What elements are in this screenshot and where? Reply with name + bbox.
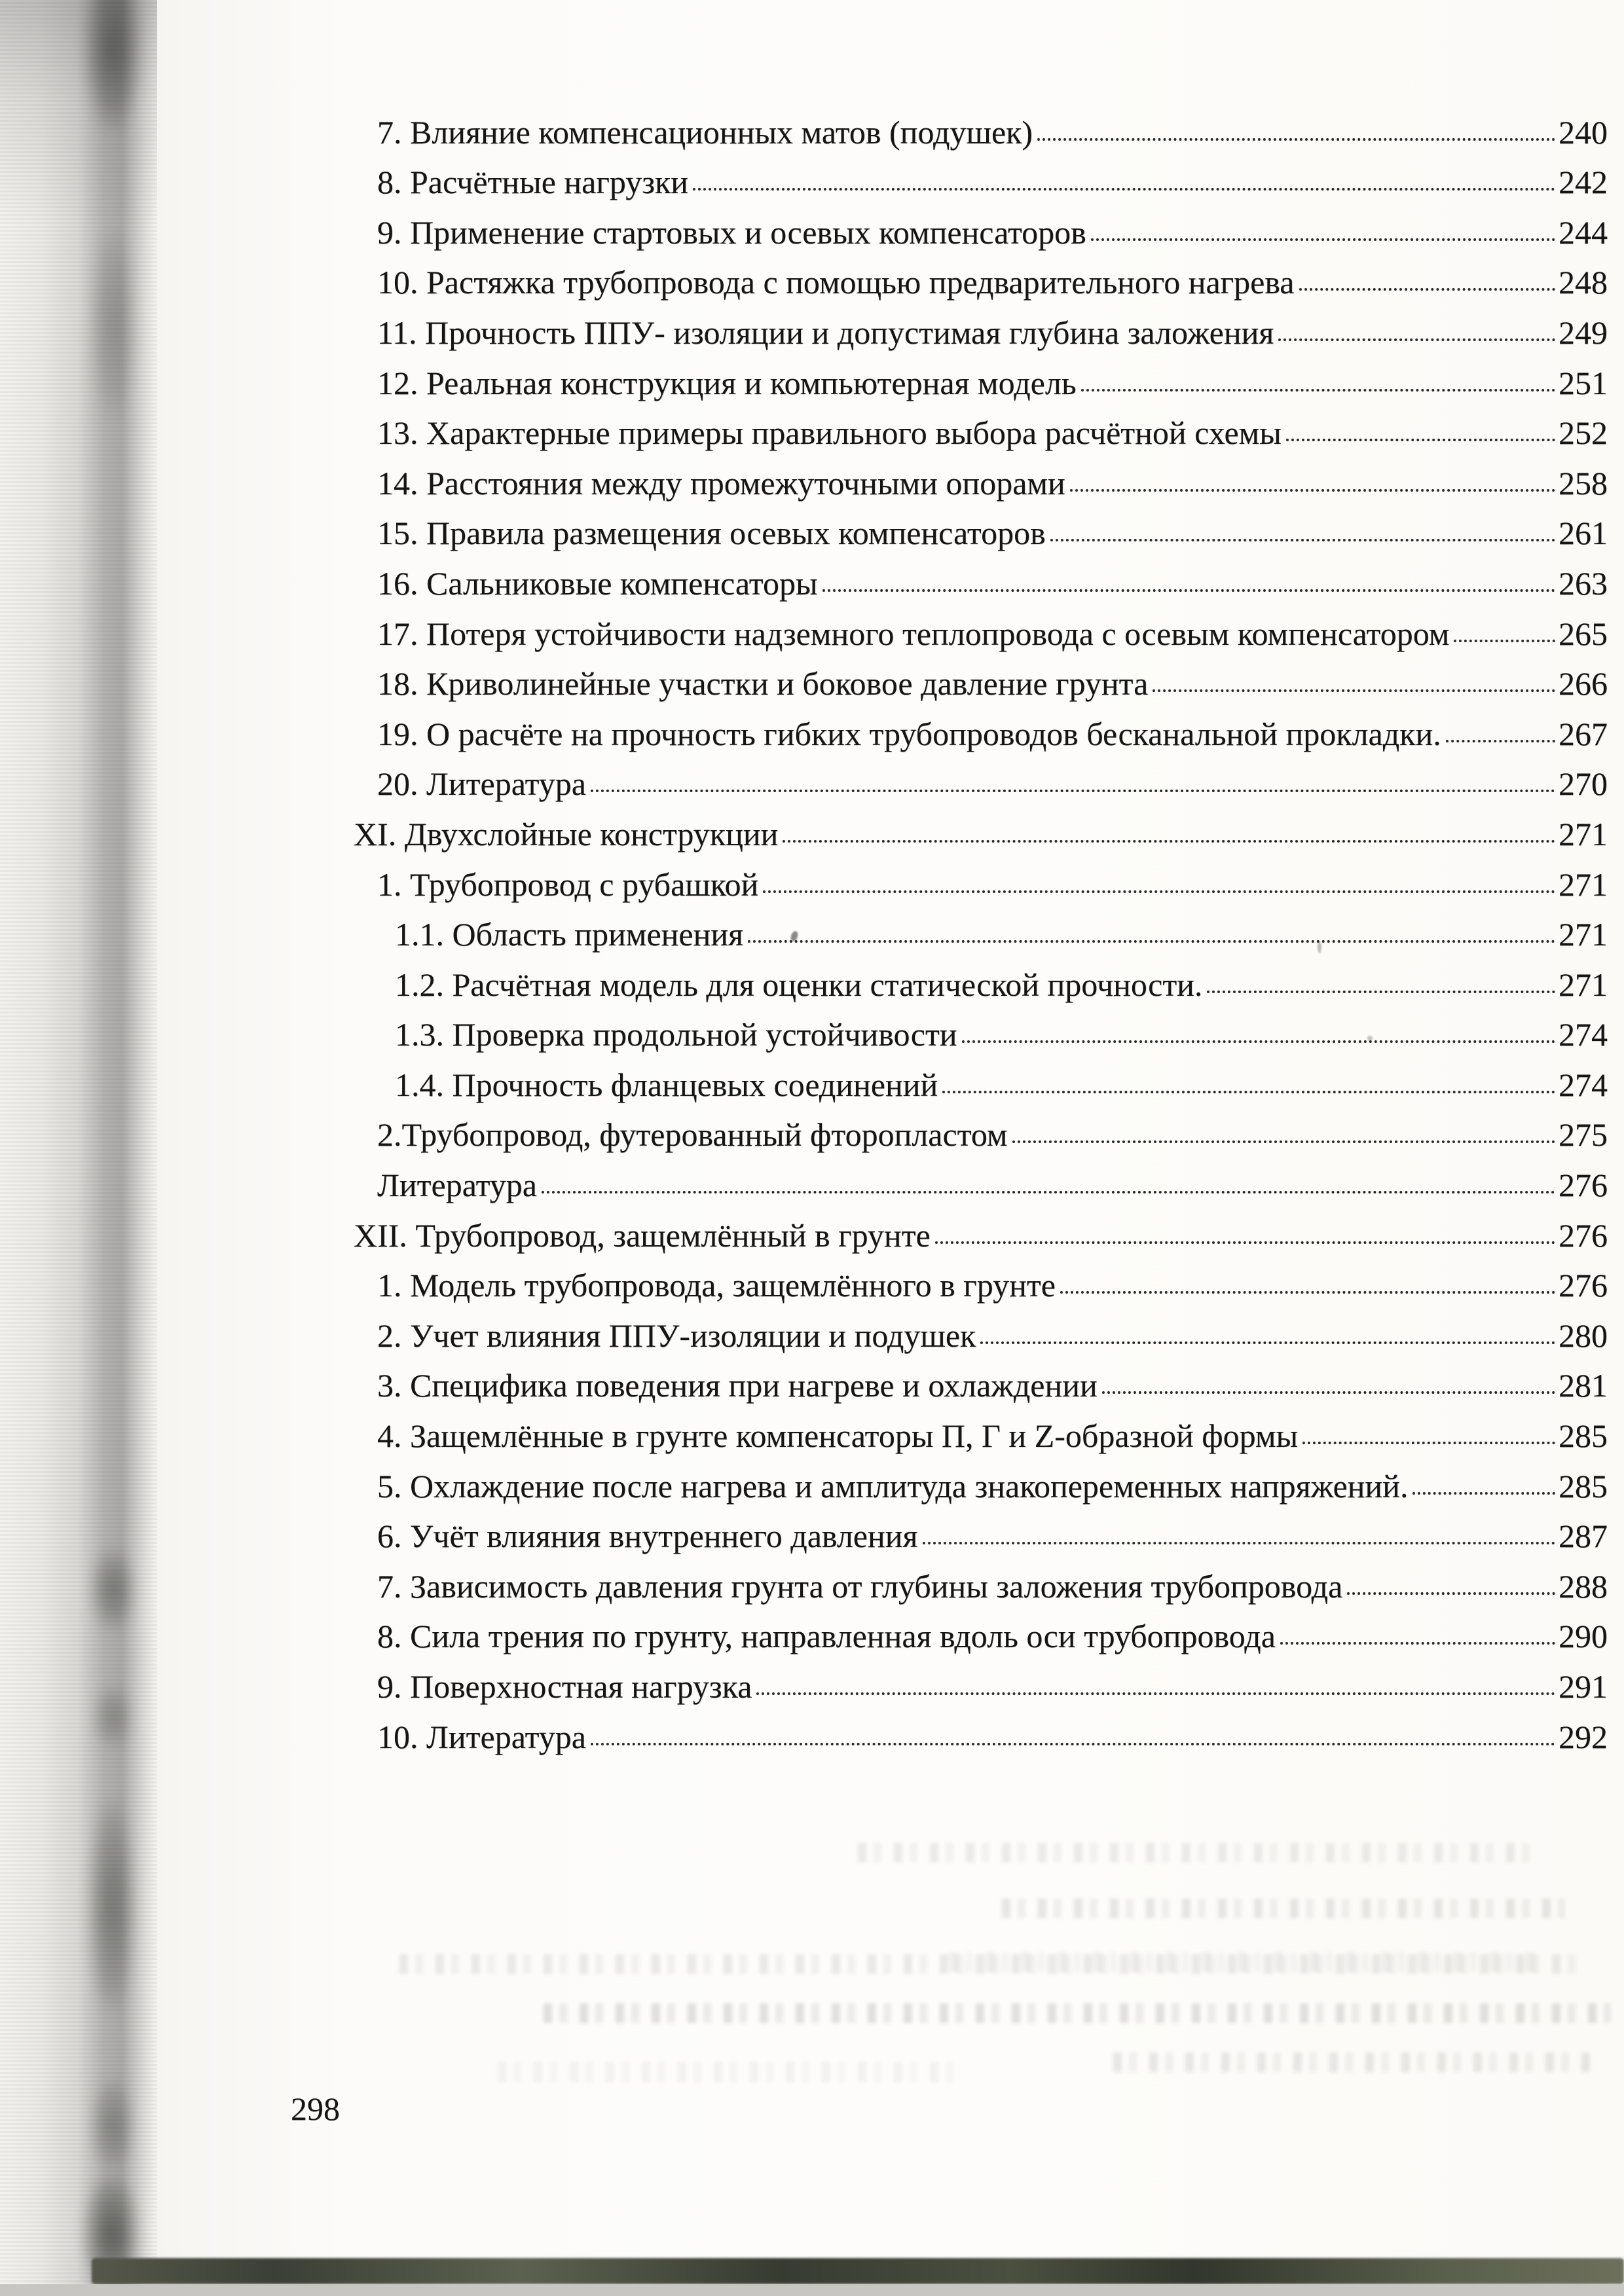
toc-entry-text: 14. Расстояния между промежуточными опорами xyxy=(377,464,1065,501)
toc-entry-page: 271 xyxy=(1559,916,1608,953)
toc-entry-page: 251 xyxy=(1559,364,1608,401)
toc-entry-page: 249 xyxy=(1559,314,1608,351)
toc-entry xyxy=(377,399,1608,450)
toc-entry-text: 1.2. Расчётная модель для оценки статической прочности. xyxy=(395,966,1203,1003)
toc-entry-text: 13. Характерные примеры правильного выбора расчётной схемы xyxy=(377,414,1282,452)
toc-entry-text: 15. Правила размещения осевых компенсаторов xyxy=(377,515,1046,552)
toc-entry-page: 271 xyxy=(1559,815,1608,852)
toc-leader-dots xyxy=(1302,1442,1555,1444)
toc-entry xyxy=(377,198,1608,249)
toc-entry-page: 270 xyxy=(1559,765,1608,803)
ink-speck xyxy=(1367,1036,1373,1041)
toc-entry-page: 276 xyxy=(1559,1267,1608,1304)
toc-entry xyxy=(354,800,1608,850)
toc-entry xyxy=(377,149,1608,199)
toc-entry-text: Литература xyxy=(377,1167,537,1204)
toc-entry-text: 3. Специфика поведения при нагреве и охлаждении xyxy=(377,1367,1098,1404)
toc-entry xyxy=(377,249,1608,299)
toc-entry-page: 271 xyxy=(1559,866,1608,903)
toc-entry xyxy=(377,1151,1608,1204)
toc-leader-dots xyxy=(763,890,1555,893)
toc-entry xyxy=(377,1503,1608,1553)
toc-entry xyxy=(377,1652,1608,1703)
toc-entry xyxy=(395,1051,1608,1101)
binding-shadow-blob xyxy=(93,1686,132,1748)
toc-entry xyxy=(395,1001,1608,1051)
toc-entry-page: 252 xyxy=(1559,414,1608,452)
toc-entry xyxy=(377,750,1608,801)
bleed-through-row xyxy=(544,2003,1611,2023)
toc-entry-text: 1.4. Прочность фланцевых соединений xyxy=(395,1066,938,1103)
toc-leader-dots xyxy=(1060,1291,1555,1294)
toc-leader-dots xyxy=(1037,138,1555,141)
toc-entry-page: 265 xyxy=(1559,615,1608,652)
binding-shadow-blob xyxy=(88,1797,135,2013)
toc-entry xyxy=(377,1302,1608,1352)
toc-leader-dots xyxy=(1153,689,1555,692)
toc-entry-page: 292 xyxy=(1559,1718,1608,1755)
toc-leader-dots xyxy=(962,1040,1555,1043)
toc-entry-text: 20. Литература xyxy=(377,765,586,803)
toc-entry-page: 263 xyxy=(1559,564,1608,602)
toc-leader-dots xyxy=(1446,740,1555,742)
bleed-through-row xyxy=(950,1952,1539,1972)
toc-leader-dots xyxy=(1102,1391,1555,1394)
toc-entry-text: 1. Трубопровод с рубашкой xyxy=(377,866,759,903)
toc-leader-dots xyxy=(822,589,1555,592)
bleed-through-row xyxy=(498,2062,956,2082)
toc-entry-text: XI. Двухслойные конструкции xyxy=(354,815,779,852)
toc-leader-dots xyxy=(542,1191,1555,1194)
toc-leader-dots xyxy=(1412,1492,1555,1495)
toc-entry-page: 267 xyxy=(1559,715,1608,752)
toc-entry-text: 2.Трубопровод, футерованный фторопластом xyxy=(377,1116,1008,1154)
toc-leader-dots xyxy=(1091,238,1555,241)
toc-leader-dots xyxy=(1050,539,1555,541)
toc-entry-page: 274 xyxy=(1559,1016,1608,1053)
toc-entry-text: 10. Литература xyxy=(377,1718,586,1755)
toc-entry xyxy=(377,500,1608,550)
toc-entry xyxy=(377,600,1608,650)
toc-leader-dots xyxy=(693,188,1555,191)
toc-leader-dots xyxy=(1081,389,1555,392)
toc-entry-text: 18. Криволинейные участки и боковое давление грунта xyxy=(377,665,1149,702)
binding-shadow-blob xyxy=(90,2079,134,2174)
toc-entry-text: 5. Охлаждение после нагрева и амплитуда знакопеременных напряжений. xyxy=(377,1467,1409,1504)
ink-speck xyxy=(1318,941,1321,953)
toc-entry-text: 7. Влияние компенсационных матов (подушек) xyxy=(377,113,1033,151)
toc-entry-page: 248 xyxy=(1559,264,1608,301)
toc-entry-text: 11. Прочность ППУ- изоляции и допустимая глубина заложения xyxy=(377,314,1274,351)
toc-entry xyxy=(377,1603,1608,1653)
toc-leader-dots xyxy=(783,840,1555,843)
toc-entry-page: 266 xyxy=(1559,665,1608,702)
toc-entry xyxy=(377,1352,1608,1402)
page-bottom-edge-shadow xyxy=(92,2258,1624,2284)
toc-entry-text: 4. Защемлённые в грунте компенсаторы П, Г и Z-образной формы xyxy=(377,1417,1299,1455)
toc-entry-page: 242 xyxy=(1559,164,1608,201)
toc-entry-text: 9. Поверхностная нагрузка xyxy=(377,1668,752,1705)
toc-entry xyxy=(377,700,1608,750)
toc-entry-page: 276 xyxy=(1559,1216,1608,1254)
toc-leader-dots xyxy=(1070,489,1555,492)
bleed-through-row xyxy=(1113,2052,1591,2072)
toc-entry-page: 261 xyxy=(1559,515,1608,552)
binding-shadow-blob xyxy=(90,1548,135,1630)
toc-entry-text: 8. Расчётные нагрузки xyxy=(377,164,689,201)
toc-entry xyxy=(377,299,1608,349)
toc-entry xyxy=(377,1252,1608,1302)
toc-leader-dots xyxy=(935,1241,1555,1244)
toc-entry-text: 16. Сальниковые компенсаторы xyxy=(377,564,818,602)
toc-entry-page: 258 xyxy=(1559,464,1608,501)
toc-entry-text: 1. Модель трубопровода, защемлённого в грунте xyxy=(377,1267,1056,1304)
toc-entry-page: 275 xyxy=(1559,1116,1608,1154)
toc-entry-text: 1.3. Проверка продольной устойчивости xyxy=(395,1016,957,1053)
toc-entry-page: 287 xyxy=(1559,1518,1608,1555)
toc-entry xyxy=(377,349,1608,399)
toc-leader-dots xyxy=(1278,338,1555,341)
toc-entry xyxy=(377,650,1608,701)
toc-entry xyxy=(395,951,1608,1001)
toc-entry-page: 240 xyxy=(1559,113,1608,151)
toc-entry-text: 7. Зависимость давления грунта от глубины заложения трубопровода xyxy=(377,1567,1343,1605)
toc-leader-dots xyxy=(591,790,1555,792)
binding-shadow-blob xyxy=(89,229,136,419)
toc-leader-dots xyxy=(1207,991,1555,993)
toc-leader-dots xyxy=(756,1692,1555,1695)
toc-entry-text: 12. Реальная конструкция и компьютерная модель xyxy=(377,364,1077,401)
toc-entry-page: 281 xyxy=(1559,1367,1608,1404)
toc-leader-dots xyxy=(923,1542,1556,1544)
toc-entry-text: 1.1. Область применения xyxy=(395,916,744,953)
toc-entry xyxy=(354,1201,1608,1252)
toc-leader-dots xyxy=(1286,439,1555,441)
toc-entry-text: 10. Растяжка трубопровода с помощью предварительного нагрева xyxy=(377,264,1295,301)
toc-entry xyxy=(377,549,1608,600)
toc-entry-text: XII. Трубопровод, защемлённый в грунте xyxy=(354,1216,931,1254)
scan-bottom-strip xyxy=(0,2284,1624,2296)
bleed-through-row xyxy=(858,1843,1539,1863)
toc-entry-text: 8. Сила трения по грунту, направленная вдоль оси трубопровода xyxy=(377,1618,1276,1655)
toc-entry-text: 9. Применение стартовых и осевых компенсаторов xyxy=(377,213,1086,251)
toc-entry-page: 291 xyxy=(1559,1668,1608,1705)
toc-leader-dots xyxy=(1299,288,1556,291)
toc-leader-dots xyxy=(942,1091,1555,1093)
toc-list xyxy=(354,98,1608,1753)
toc-leader-dots xyxy=(1012,1140,1555,1143)
toc-entry xyxy=(377,1552,1608,1603)
toc-entry-page: 274 xyxy=(1559,1066,1608,1103)
toc-entry-text: 2. Учет влияния ППУ-изоляции и подушек xyxy=(377,1317,976,1354)
toc-entry-page: 271 xyxy=(1559,966,1608,1003)
toc-leader-dots xyxy=(1280,1642,1555,1645)
page-number-label: 298 xyxy=(291,2090,340,2127)
toc-entry-page: 280 xyxy=(1559,1317,1608,1354)
toc-entry-text: 6. Учёт влияния внутреннего давления xyxy=(377,1518,918,1555)
toc-leader-dots xyxy=(748,940,1555,943)
toc-entry-page: 276 xyxy=(1559,1167,1608,1204)
toc-entry-page: 285 xyxy=(1559,1417,1608,1455)
toc-entry-page: 244 xyxy=(1559,213,1608,251)
toc-entry xyxy=(377,1703,1608,1753)
toc-entry xyxy=(377,449,1608,500)
toc-entry-page: 288 xyxy=(1559,1567,1608,1605)
toc-leader-dots xyxy=(1454,640,1555,642)
bleed-through-row xyxy=(1002,1899,1565,1918)
toc-entry xyxy=(377,850,1608,901)
toc-entry-page: 285 xyxy=(1559,1467,1608,1504)
toc-entry xyxy=(377,98,1608,149)
toc-entry-text: 17. Потеря устойчивости надземного теплопровода с осевым компенсатором xyxy=(377,615,1450,652)
toc-entry xyxy=(377,1452,1608,1503)
toc-entry-text: 19. О расчёте на прочность гибких трубопроводов бесканальной прокладки. xyxy=(377,715,1441,752)
toc-entry xyxy=(377,1101,1608,1152)
toc-leader-dots xyxy=(980,1341,1555,1344)
toc-entry xyxy=(395,901,1608,951)
toc-entry-page: 290 xyxy=(1559,1618,1608,1655)
toc-leader-dots xyxy=(1347,1592,1555,1595)
toc-leader-dots xyxy=(591,1743,1555,1745)
toc-entry xyxy=(377,1402,1608,1455)
